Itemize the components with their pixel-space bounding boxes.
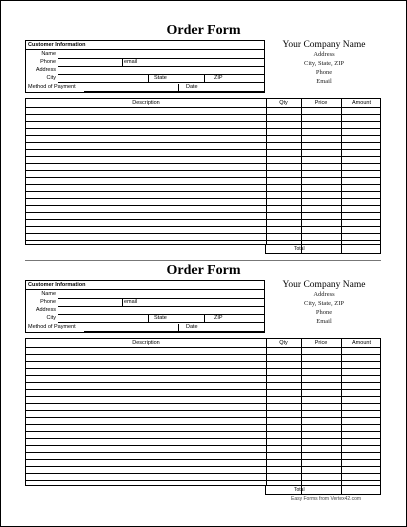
table-row[interactable] xyxy=(26,473,380,474)
address-label: Address xyxy=(35,307,56,313)
table-row[interactable] xyxy=(26,135,380,136)
table-row[interactable] xyxy=(26,163,380,164)
footer-credit: Easy Forms from Vertex42.com xyxy=(291,496,362,502)
company-city: City, State, ZIP xyxy=(303,300,345,307)
company-address: Address xyxy=(313,291,335,298)
company-phone: Phone xyxy=(315,69,333,76)
name-label: Name xyxy=(41,51,56,57)
name-field[interactable] xyxy=(58,58,264,59)
col-price-header: Price xyxy=(314,340,328,346)
company-name: Your Company Name xyxy=(282,40,366,50)
table-row[interactable] xyxy=(26,382,380,383)
total-row xyxy=(265,485,381,495)
table-row[interactable] xyxy=(26,198,380,199)
company-name: Your Company Name xyxy=(282,280,366,290)
table-row[interactable] xyxy=(26,410,380,411)
company-email: Email xyxy=(316,78,332,85)
company-phone: Phone xyxy=(315,309,333,316)
email-label: email xyxy=(124,59,138,65)
col-qty-header: Qty xyxy=(279,340,288,346)
customer-info-header: Customer Information xyxy=(28,282,86,288)
zip-label: ZIP xyxy=(214,75,223,81)
phone-label: Phone xyxy=(40,59,56,65)
city-field[interactable] xyxy=(58,82,264,83)
table-row[interactable] xyxy=(26,142,380,143)
phone-field[interactable] xyxy=(58,66,264,67)
table-row[interactable] xyxy=(26,156,380,157)
table-row[interactable] xyxy=(26,424,380,425)
customer-info-header: Customer Information xyxy=(28,42,86,48)
table-row[interactable] xyxy=(26,361,380,362)
items-table xyxy=(25,98,381,245)
table-row[interactable] xyxy=(26,128,380,129)
table-row[interactable] xyxy=(26,445,380,446)
table-row[interactable] xyxy=(26,438,380,439)
total-row xyxy=(265,244,381,254)
table-row[interactable] xyxy=(26,170,380,171)
state-label: State xyxy=(154,315,167,321)
company-city: City, State, ZIP xyxy=(303,60,345,67)
zip-label: ZIP xyxy=(214,315,223,321)
table-row[interactable] xyxy=(26,233,380,234)
city-label: City xyxy=(46,315,56,321)
table-row[interactable] xyxy=(26,212,380,213)
table-row[interactable] xyxy=(26,226,380,227)
table-row[interactable] xyxy=(26,205,380,206)
table-row[interactable] xyxy=(26,240,380,241)
table-row[interactable] xyxy=(26,107,380,108)
col-qty-header: Qty xyxy=(279,100,288,106)
date-label: Date xyxy=(186,324,198,330)
city-label: City xyxy=(46,75,56,81)
table-row[interactable] xyxy=(26,191,380,192)
form-separator xyxy=(25,260,381,261)
company-address: Address xyxy=(313,51,335,58)
items-table xyxy=(25,338,381,486)
total-label: Total xyxy=(294,246,305,252)
payment-label: Method of Payment xyxy=(28,324,76,330)
table-row[interactable] xyxy=(26,177,380,178)
table-row[interactable] xyxy=(26,403,380,404)
table-row[interactable] xyxy=(26,121,380,122)
payment-field[interactable] xyxy=(84,91,264,92)
table-row[interactable] xyxy=(26,452,380,453)
col-description-header: Description xyxy=(132,340,160,346)
col-amount-header: Amount xyxy=(352,100,371,106)
col-amount-header: Amount xyxy=(352,340,371,346)
address-label: Address xyxy=(35,67,56,73)
table-row[interactable] xyxy=(26,389,380,390)
col-description-header: Description xyxy=(132,100,160,106)
table-row[interactable] xyxy=(26,396,380,397)
date-label: Date xyxy=(186,84,198,90)
phone-field[interactable] xyxy=(58,306,264,307)
total-label: Total xyxy=(294,487,305,493)
col-price-header: Price xyxy=(314,100,328,106)
form-title: Order Form xyxy=(166,263,241,278)
table-row[interactable] xyxy=(26,149,380,150)
table-row[interactable] xyxy=(26,219,380,220)
company-info xyxy=(269,280,379,326)
table-row[interactable] xyxy=(26,368,380,369)
company-email: Email xyxy=(316,318,332,325)
table-row[interactable] xyxy=(26,431,380,432)
table-row[interactable] xyxy=(26,480,380,481)
form-title: Order Form xyxy=(166,23,241,38)
state-label: State xyxy=(154,75,167,81)
payment-label: Method of Payment xyxy=(28,84,76,90)
table-row[interactable] xyxy=(26,459,380,460)
name-label: Name xyxy=(41,291,56,297)
payment-field[interactable] xyxy=(84,331,264,332)
company-info xyxy=(269,40,379,86)
customer-info-box xyxy=(25,40,265,93)
table-row[interactable] xyxy=(26,347,380,348)
name-field[interactable] xyxy=(58,298,264,299)
table-row[interactable] xyxy=(26,417,380,418)
table-row[interactable] xyxy=(26,354,380,355)
table-row[interactable] xyxy=(26,466,380,467)
table-row[interactable] xyxy=(26,375,380,376)
table-row[interactable] xyxy=(26,184,380,185)
phone-label: Phone xyxy=(40,299,56,305)
table-row[interactable] xyxy=(26,114,380,115)
customer-info-box xyxy=(25,280,265,333)
city-field[interactable] xyxy=(58,322,264,323)
email-label: email xyxy=(124,299,138,305)
